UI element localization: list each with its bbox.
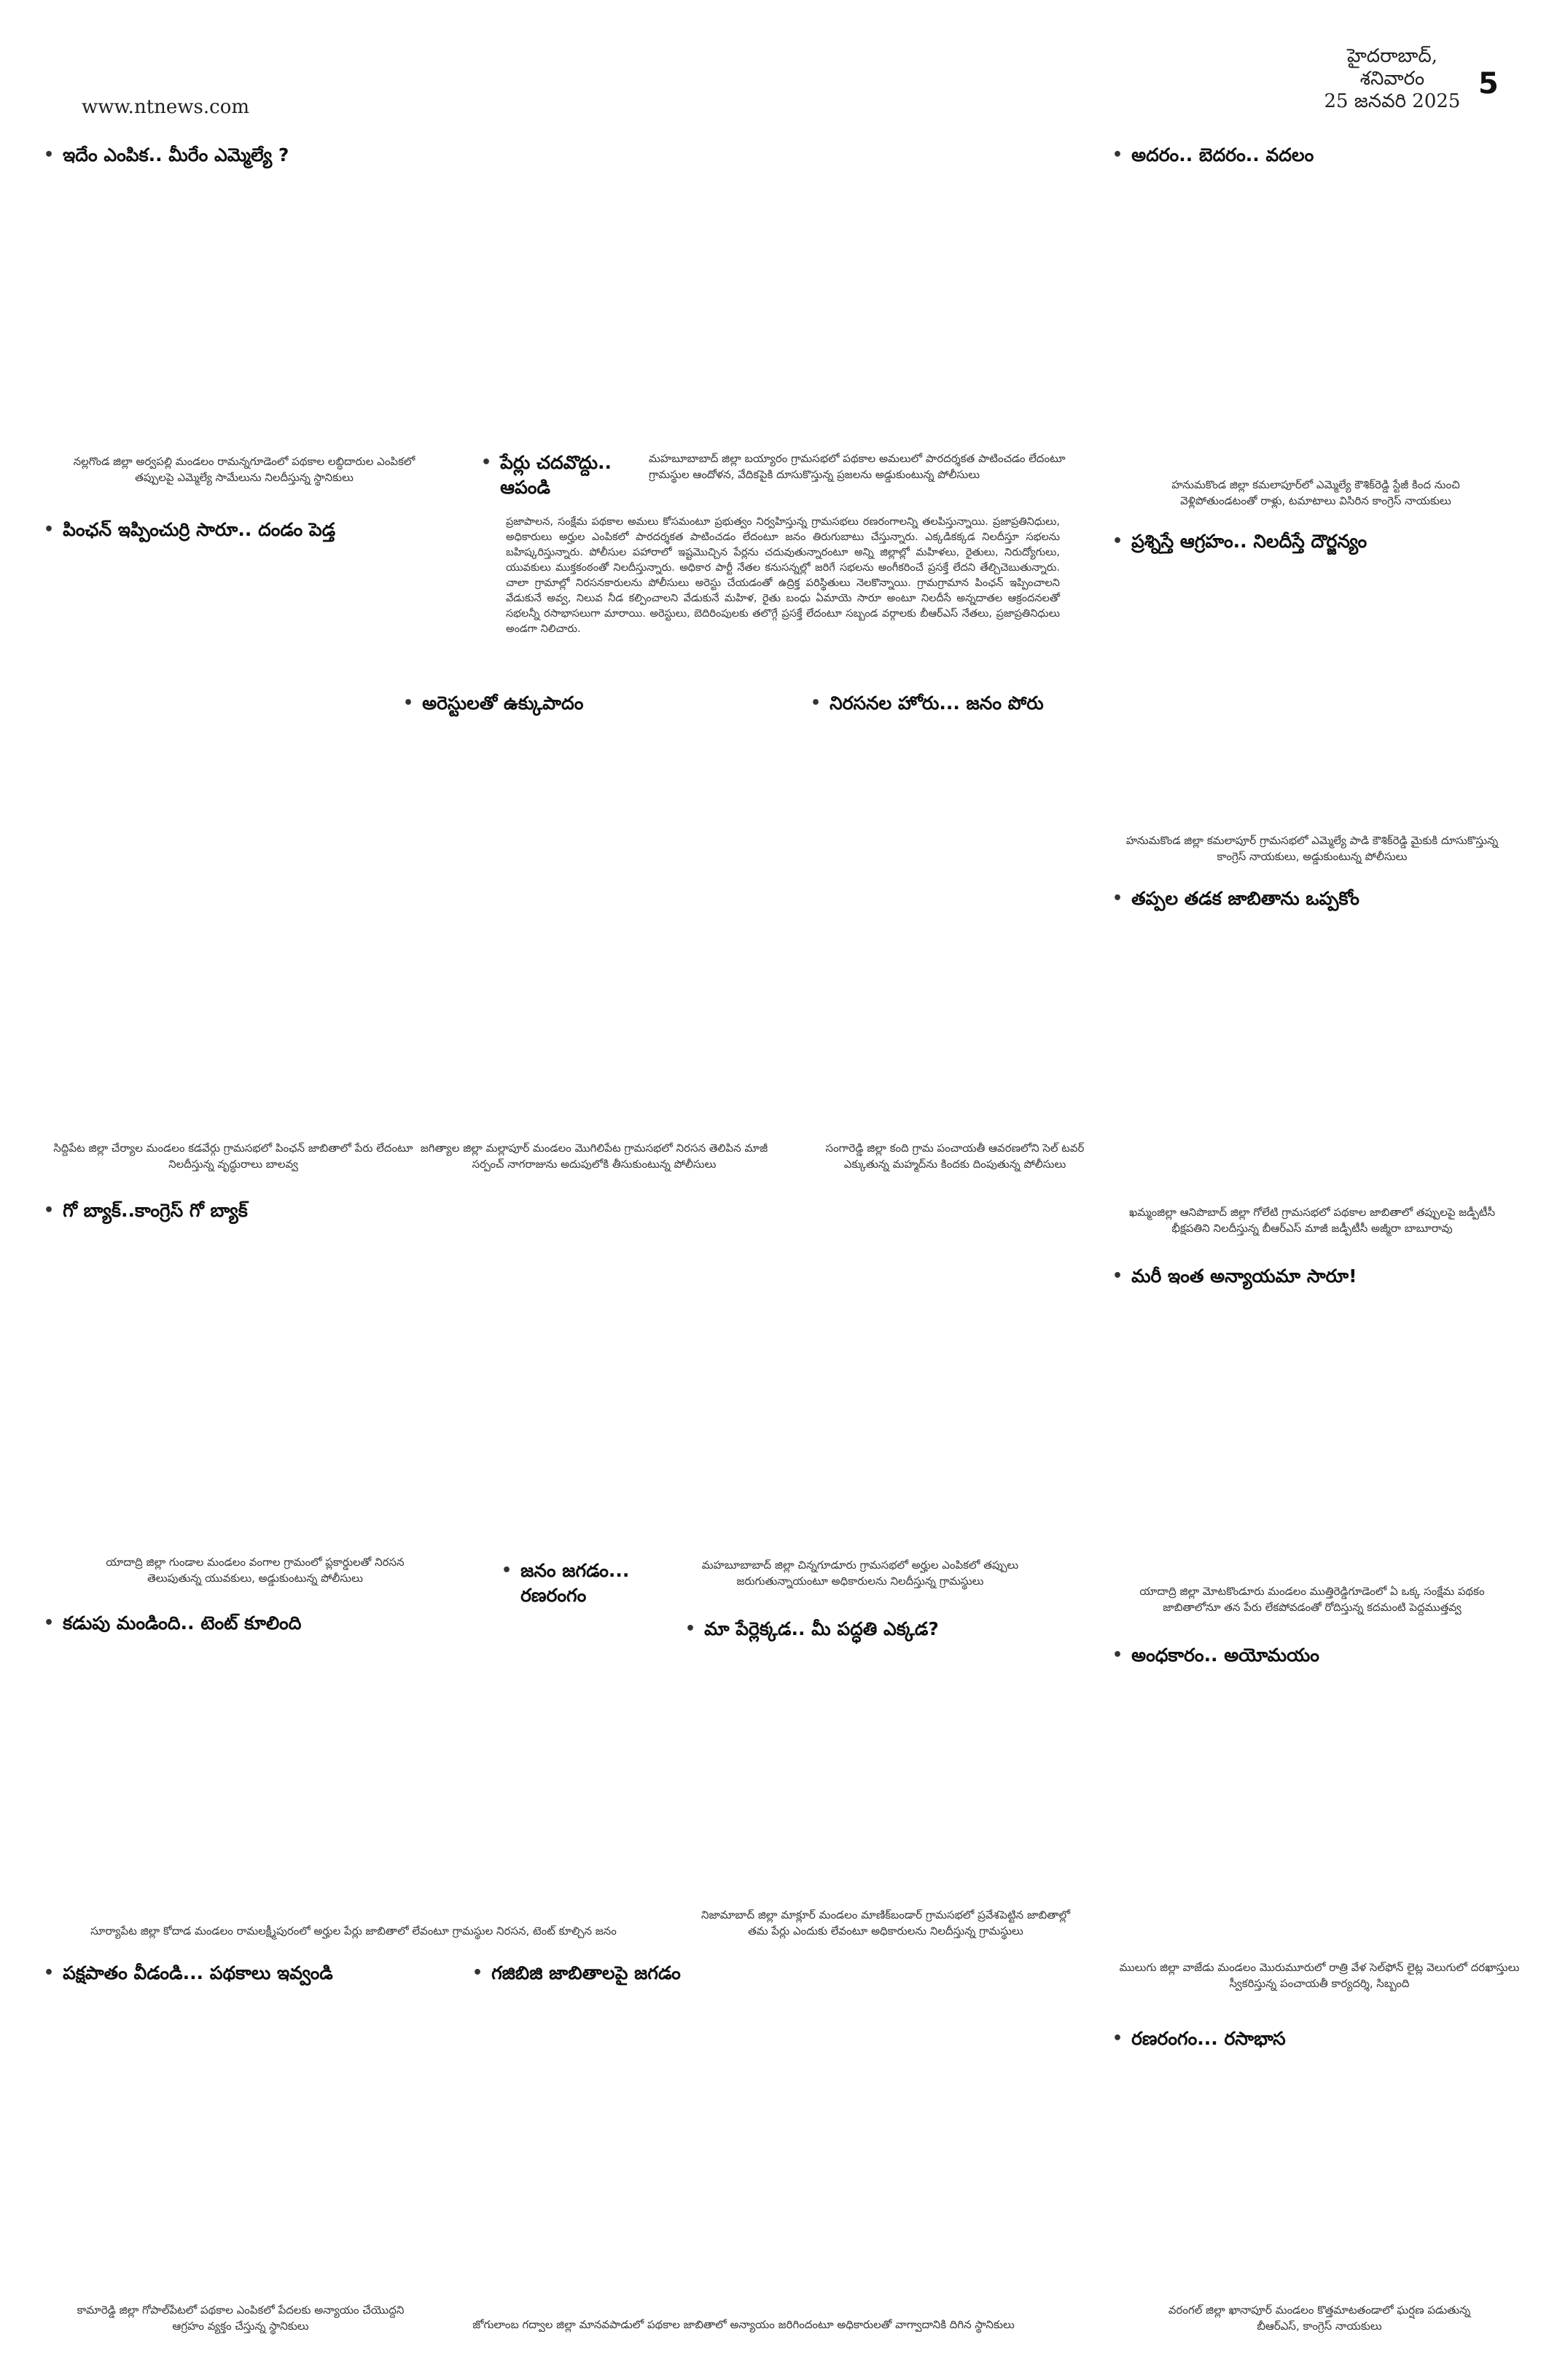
story-headline [44, 1611, 452, 1636]
story-headline [1112, 1643, 1521, 1668]
headline-text: తప్పల తడక జాబితాను ఒప్పకోం [1131, 888, 1359, 909]
bullet-icon: • [1112, 532, 1123, 550]
photo-caption: ములుగు జిల్లా వాజేడు మండలం మొరుమూరులో రాత్రి వేళ సెల్‌ఫోన్ లైట్ల వెలుగులో దరఖాస్తులు స్వీకరిస్తున్న పంచాయతీ కార్యదర్శి, సిబ్బంది [1119, 1961, 1520, 1990]
photo-caption: మహబూబాబాద్ జిల్లా చిన్నగూడూరు గ్రామసభలో అర్హుల ఎంపికలో తప్పులు జరుగుతున్నాయంటూ అధికారులను నిలదీస్తున్న గ్రామస్థులు [701, 1558, 1019, 1588]
bullet-icon: • [44, 520, 55, 539]
photo-caption: వరంగల్ జిల్లా ఖానాపూర్ మండలం కొత్తమాటతండాలో ఘర్షణ పడుతున్న బీఆర్‌ఎస్, కాంగ్రెస్ నాయకులు [1168, 2303, 1471, 2333]
bullet-icon: • [502, 1561, 512, 1580]
story-headline [685, 1617, 1050, 1642]
dateline [1312, 45, 1472, 113]
bullet-icon: • [1112, 889, 1123, 908]
headline-text: పేర్లు చదవొద్దు.. ఆపండి [500, 452, 612, 498]
page-number: 5 [1478, 67, 1499, 101]
photo-caption: సూర్యాపేట జిల్లా కోదాడ మండలం రామలక్ష్మీపురంలో అర్హుల పేర్లు జాబితాలో లేవంటూ గ్రామస్థుల నిరసన, టెంట్ కూల్చిన జనం [90, 1924, 617, 1938]
dateline-day: శనివారం [1359, 68, 1425, 90]
photo-caption: మహబూబాబాద్ జిల్లా బయ్యారం గ్రామసభలో పథకాల అమలులో పారదర్శకత పాటించడం లేదంటూ గ్రామస్థుల ఆందోళన, వేదికపైకి దూసుకొస్తున్న ప్రజలను అడ్డుకుంటున్న పోలీసులు [649, 452, 1066, 481]
headline-text: ప్రశ్నిస్తే ఆగ్రహం.. నిలదీస్తే దౌర్జన్యం [1131, 531, 1367, 552]
story-headline [1112, 143, 1521, 168]
headline-text: ఇదేం ఎంపిక.. మీరేం ఎమ్మెల్యే ? [63, 144, 289, 165]
story-headline [1112, 886, 1521, 911]
headline-text: పక్షపాతం వీడండి... పథకాలు ఇవ్వండి [63, 1962, 333, 1983]
photo-caption: యాదాద్రి జిల్లా గుండాల మండలం వంగాల గ్రామంలో ప్లకార్డులతో నిరసన తెలుపుతున్న యువకులు, అడ్డుకుంటున్న పోలీసులు [106, 1556, 405, 1585]
lead-body-text: ప్రజాపాలన, సంక్షేమ పథకాల అమలు కోసమంటూ ప్రభుత్వం నిర్వహిస్తున్న గ్రామసభలు రణరంగాలన్ని తలపిస్తున్నాయి. ప్రజాప్రతినిధులు, అధికారులు అర్హుల ఎంపికలో పారదర్శకత పాటించడం లేదంటూ జనం తిరుగుబాటు చేస్తున్నారు. ఎక్కడికక్కడ నిలదీస్తూ సభలను బహిష్కరిస్తున్నారు. పోలీసుల పహారాలో ఇష్టమొచ్చిన పేర్లను చదువుతున్నారంటూ అన్ని జిల్లాల్లో మహిళలు, రైతులు, నిరుద్యోగులు, యువకులు ముక్తకంఠంతో నిలదీస్తున్నారు. అధికార పార్టీ నేతల కనుసన్నల్లో జరిగే సభలను అంగీకరించే ప్రసక్తే లేదని తేల్చిచెబుతున్నారు. చాలా గ్రామాల్లో నిరసనకారులను పోలీసులు అరెస్టు చేయడంతో ఉద్రిక్త పరిస్థితులు నెలకొన్నాయి. గ్రామగ్రామాన పింఛన్ ఇప్పించాలని వేడుకునే అవ్వ, నిలువ నీడ కల్పించాలని వేడుకునే మహిళ, రైతు బంధు ఏమాయె సారూ అంటూ నిలదీసే అన్నదాతల ఆక్రందనలతో సభలన్నీ రసాభాసలుగా మారాయి. అరెస్టులు, బెదిరింపులకు తలొగ్గే ప్రసక్తే లేదంటూ సబ్బండ వర్గాలకు బీఆర్‌ఎస్ నేతలు, ప్రజాప్రతినిధులు అండగా నిలిచారు. [506, 516, 1060, 635]
bullet-icon: • [1112, 1646, 1123, 1664]
story-headline [44, 1961, 452, 1986]
bullet-icon: • [1112, 1267, 1123, 1285]
site-url: www.ntnews.com [82, 96, 250, 118]
headline-text: అరెస్టులతో ఉక్కుపాదం [422, 692, 584, 714]
headline-text: జనం జగడం... రణరంగం [520, 1560, 630, 1606]
bullet-icon: • [44, 1964, 55, 1982]
bullet-icon: • [685, 1620, 696, 1638]
headline-text: కడుపు మండింది.. టెంట్ కూలింది [63, 1612, 302, 1634]
photo-caption: ఖమ్మంజిల్లా ఆనిపొబాద్ జిల్లా గోలేటి గ్రామసభలో పథకాల జాబితాలో తప్పులపై జడ్పీటీసీ భీక్షపతిని నిలదీస్తున్న బీఆర్‌ఎస్ మాజీ జడ్పీటీసీ అజ్మీరా బాబూరావు [1128, 1206, 1496, 1235]
photo-caption: హనుమకొండ జిల్లా కమలాపూర్‌లో ఎమ్మెల్యే కౌశిక్‌రెడ్డి స్టేజీ కింద నుంచి వెళ్లిపోతుండటంతో రాళ్లు, టమాటాలు విసిరిన కాంగ్రెస్ నాయకులు [1171, 478, 1460, 507]
story-headline [1112, 529, 1521, 554]
story-headline [1112, 1264, 1521, 1289]
photo-caption: కామారెడ్డి జిల్లా గోపాల్‌పేటలో పథకాల ఎంపికలో పేదలకు అన్యాయం చేయొద్దని ఆగ్రహం వ్యక్తం చేస్తున్న స్థానికులు [77, 2303, 405, 2333]
bullet-icon: • [1112, 2029, 1123, 2048]
headline-text: గజిబిజి జాబితాలపై జగడం [491, 1962, 681, 1983]
bullet-icon: • [44, 1201, 55, 1220]
headline-text: నిరసనల హోరు... జనం పోరు [830, 692, 1044, 714]
photo-caption: నిజామాబాద్ జిల్లా మాక్లూర్ మండలం మాణిక్‌బండార్ గ్రామసభలో ప్రవేశపెట్టిన జాబితాల్లో తమ పేర్లు ఎందుకు లేవంటూ అధికారులను నిలదీస్తున్న గ్రామస్థులు [701, 1908, 1071, 1938]
bullet-icon: • [811, 694, 822, 712]
photo-caption: జోగులాంబ గద్వాల జిల్లా మానవపాడులో పథకాల జాబితాలో అన్యాయం జరిగిందంటూ అధికారులతో వాగ్వాదానికి దిగిన స్థానికులు [472, 2318, 1015, 2331]
photo-caption: యాదాద్రి జిల్లా మోటకొండూరు మండలం ముత్తిరెడ్డిగూడెంలో ఏ ఒక్క సంక్షేమ పథకం జాబితాలోనూ తన పేరు లేకపోవడంతో రోదిస్తున్న కదమంటి పెద్దముత్తవ్వ [1139, 1585, 1485, 1614]
story-headline [44, 1198, 452, 1223]
story-headline [403, 691, 782, 716]
dateline-city: హైదరాబాద్, [1346, 45, 1438, 67]
headline-text: గో బ్యాక్..కాంగ్రెస్ గో బ్యాక్ [63, 1200, 248, 1221]
bullet-icon: • [44, 1614, 55, 1632]
bullet-icon: • [403, 694, 414, 712]
bullet-icon: • [1112, 146, 1123, 164]
lead-headline [481, 450, 627, 500]
photo-caption: హనుమకొండ జిల్లా కమలాపూర్ గ్రామసభలో ఎమ్మెల్యే పాడి కౌశిక్‌రెడ్డి మైకుకి దూసుకొస్తున్న కాంగ్రెస్ నాయకులు, అడ్డుకుంటున్న పోలీసులు [1125, 834, 1499, 863]
dateline-date: 25 జనవరి 2025 [1324, 90, 1461, 112]
photo-caption: నల్లగొండ జిల్లా అర్వపల్లి మండలం రామన్నగూడెంలో పథకాల లబ్ధిదారుల ఎంపికలో తప్పులపై ఎమ్మెల్యే సామేలును నిలదీస్తున్న స్థానికులు [73, 455, 415, 484]
story-headline [502, 1558, 647, 1608]
headline-text: రణరంగం... రసాభాస [1131, 2028, 1286, 2049]
bullet-icon: • [44, 146, 55, 164]
headline-text: మా పేర్లెక్కడ.. మీ పద్ధతి ఎక్కడ? [704, 1618, 939, 1639]
headline-text: అంధకారం.. అయోమయం [1131, 1644, 1319, 1666]
story-headline [1112, 2026, 1521, 2051]
story-headline [472, 1961, 837, 1986]
headline-text: మరీ ఇంత అన్యాయమా సారూ! [1131, 1265, 1357, 1287]
photo-caption: జగిత్యాల జిల్లా మల్లాపూర్ మండలం మొగిలిపేట గ్రామసభలో నిరసన తెలిపిన మాజీ సర్పంచ్ నాగరాజును అదుపులోకి తీసుకుంటున్న పోలీసులు [420, 1142, 768, 1171]
story-headline [811, 691, 1102, 716]
story-headline [44, 518, 452, 542]
bullet-icon: • [481, 453, 492, 472]
story-headline [44, 143, 452, 168]
photo-caption: సంగారెడ్డి జిల్లా కంది గ్రామ పంచాయతీ ఆవరణలోని సెల్ టవర్ ఎక్కుతున్న మహ్మద్‌ను కిందకు దింపుతున్న పోలీసులు [825, 1142, 1085, 1171]
headline-text: పింఛన్ ఇప్పించుర్రి సారూ.. దండం పెడ్త [63, 519, 336, 540]
bullet-icon: • [472, 1964, 483, 1982]
photo-caption: సిద్దిపేట జిల్లా చేర్యాల మండలం కడవేర్గు గ్రామసభలో పింఛన్ జాబితాలో పేరు లేదంటూ నిలదీస్తున్న వృద్ధురాలు బాలవ్వ [53, 1142, 413, 1171]
headline-text: అదరం.. బెదరం.. వదలం [1131, 144, 1314, 165]
